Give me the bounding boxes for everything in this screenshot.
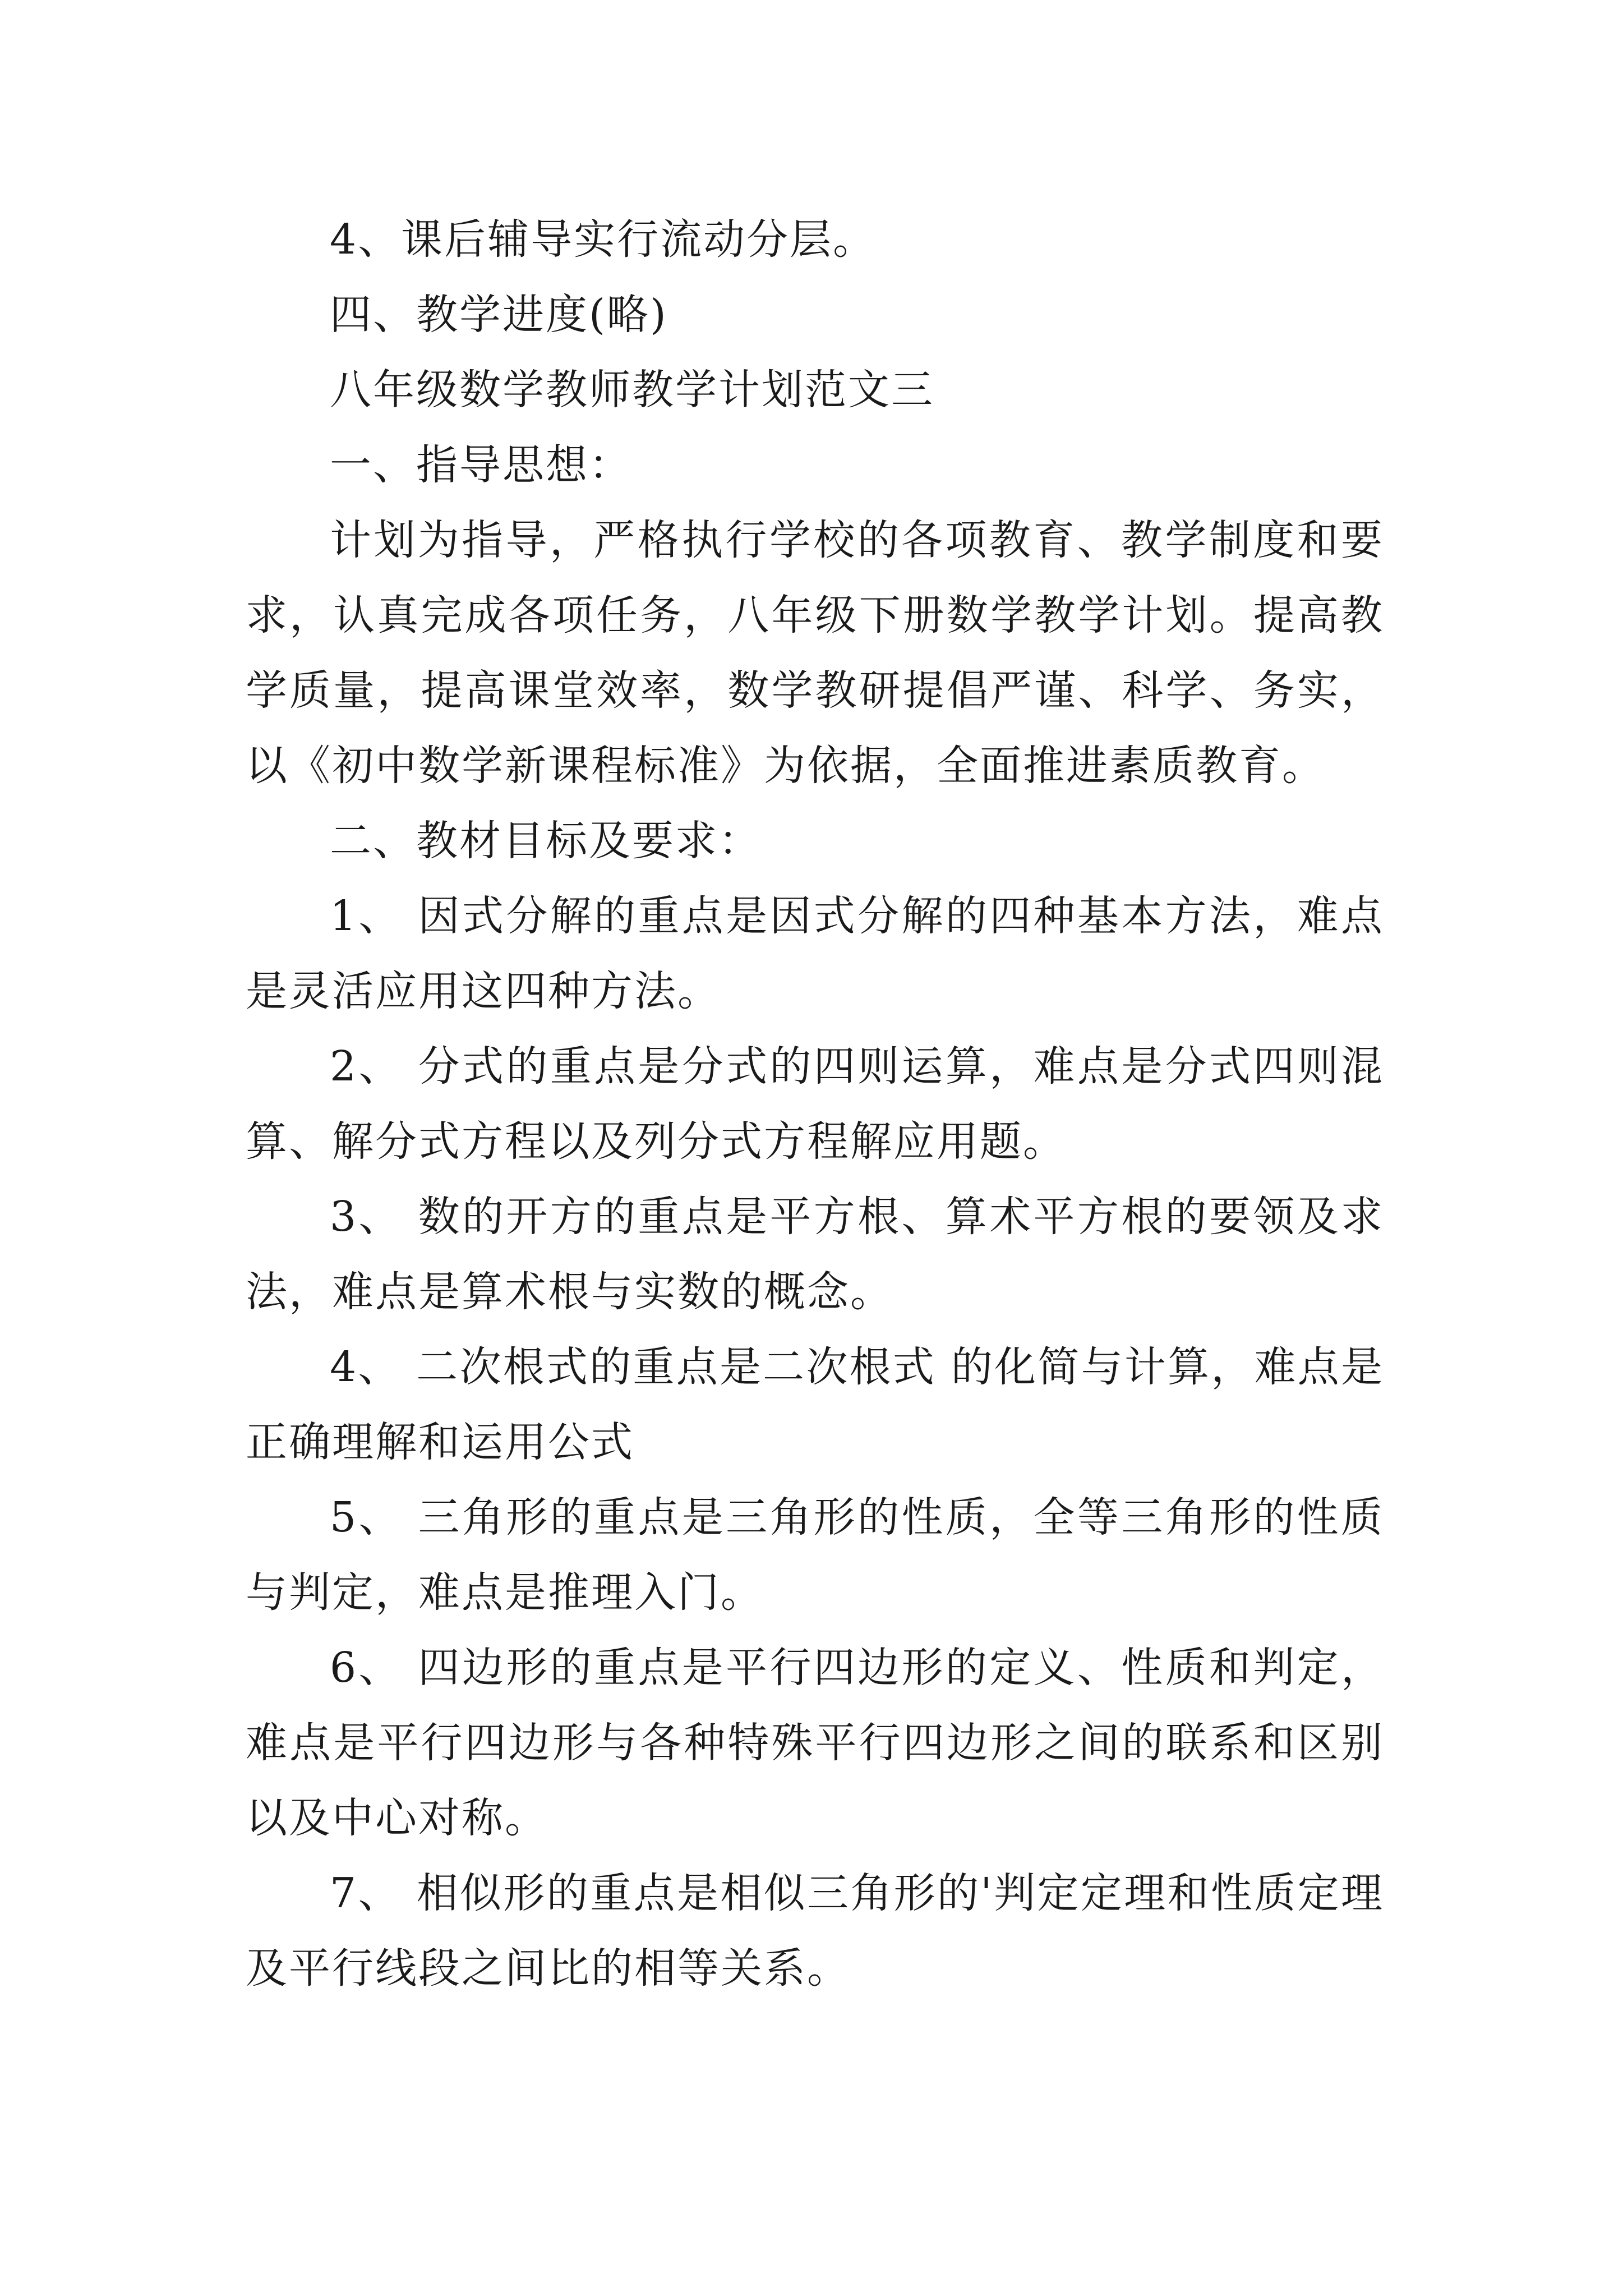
document-body xyxy=(246,202,1384,2006)
list-item-radicals: 4、 二次根式的重点是二次根式 的化简与计算，难点是正确理解和运用公式 xyxy=(246,1343,1384,1466)
list-item-triangles: 5、 三角形的重点是三角形的性质，全等三角形的性质与判定，难点是推理入门。 xyxy=(246,1493,1384,1617)
heading-teaching-progress: 四、教学进度(略) xyxy=(330,291,668,339)
heading-guiding-ideology: 一、指导思想： xyxy=(330,441,632,489)
heading-plan-title: 八年级数学教师教学计划范文三 xyxy=(330,366,934,414)
paragraph-tutoring: 4、课后辅导实行流动分层。 xyxy=(330,215,877,264)
list-item-roots: 3、 数的开方的重点是平方根、算术平方根的要领及求法，难点是算术根与实数的概念。 xyxy=(246,1193,1384,1316)
list-item-fractions: 2、 分式的重点是分式的四则运算，难点是分式四则混算、解分式方程以及列分式方程解应用题。 xyxy=(246,1042,1384,1166)
list-item-similar-figures: 7、 相似形的重点是相似三角形的'判定定理和性质定理及平行线段之间比的相等关系。 xyxy=(246,1869,1384,1993)
list-item-quadrilaterals: 6、 四边形的重点是平行四边形的定义、性质和判定，难点是平行四边形与各种特殊平行四边形之间的联系和区别以及中心对称。 xyxy=(246,1644,1384,1842)
paragraph-guiding-ideology: 计划为指导，严格执行学校的各项教育、教学制度和要求，认真完成各项任务，八年级下册数学教学计划。提高教学质量，提高课堂效率，数学教研提倡严谨、科学、务实，以《初中数学新课程标准》为依据，全面推进素质教育。 xyxy=(246,516,1384,790)
list-item-factorization: 1、 因式分解的重点是因式分解的四种基本方法，难点是灵活应用这四种方法。 xyxy=(246,892,1384,1015)
heading-textbook-goals: 二、教材目标及要求： xyxy=(330,817,762,865)
